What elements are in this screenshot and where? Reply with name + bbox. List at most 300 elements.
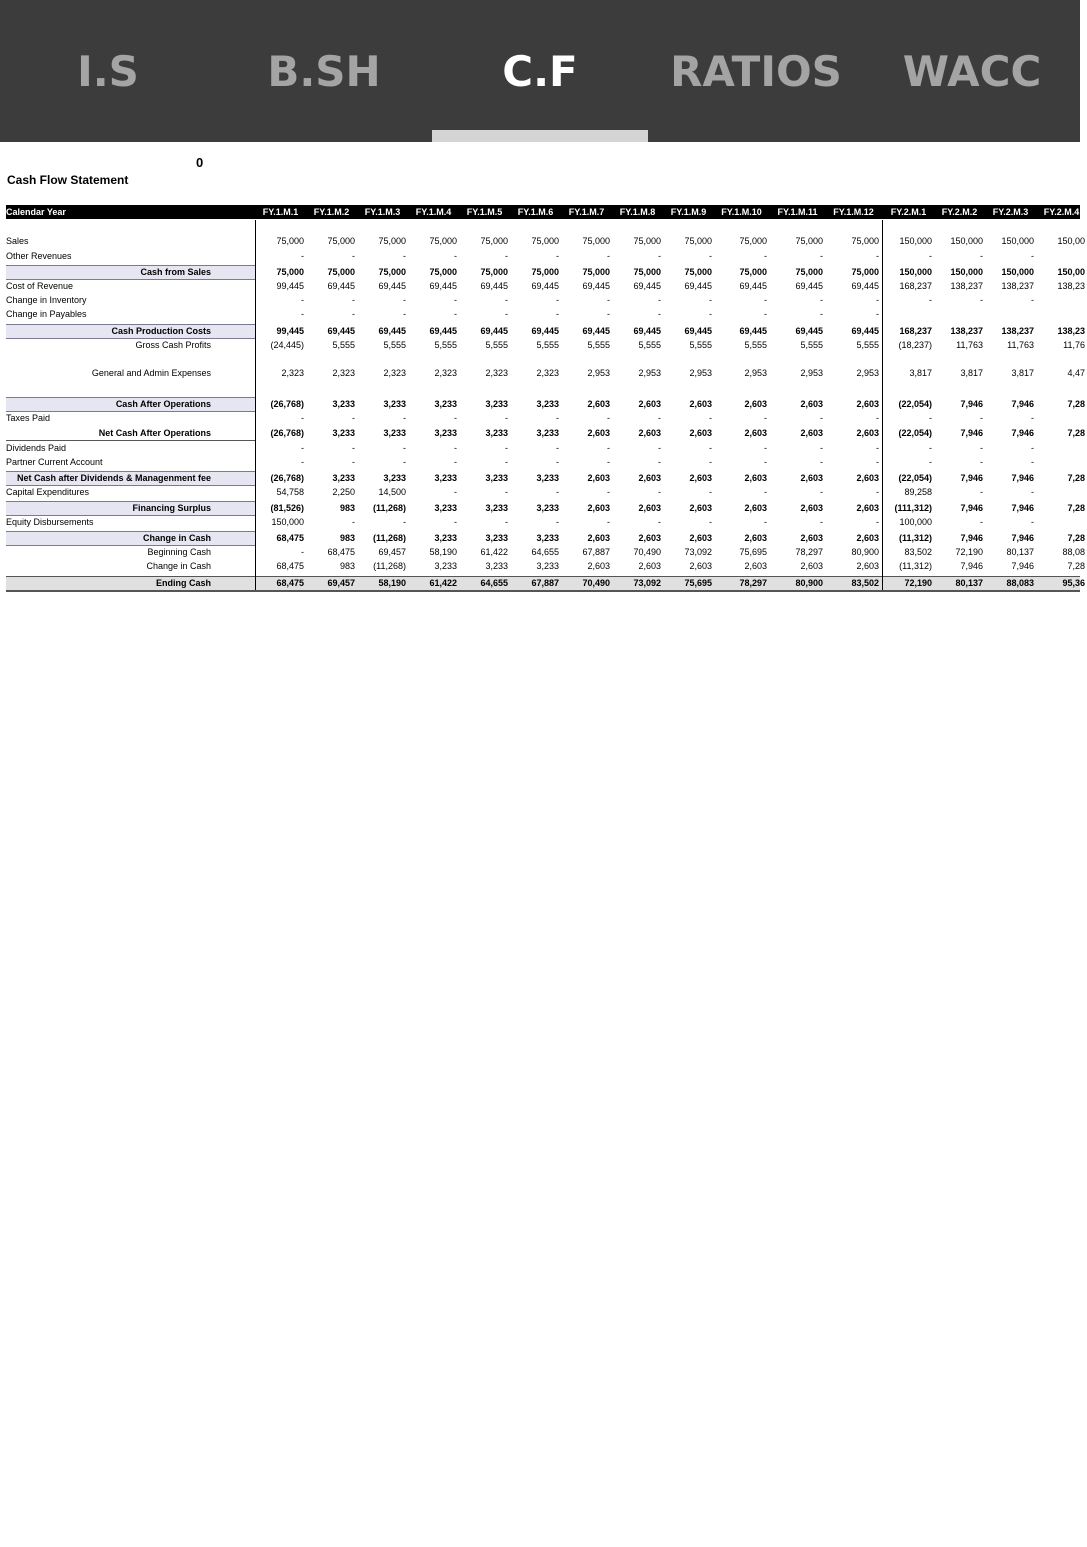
table-cell[interactable]: 150,000 — [899, 236, 932, 246]
table-cell[interactable]: 7,946 — [1011, 503, 1034, 513]
tab-is[interactable]: I.S — [77, 46, 139, 96]
table-cell[interactable]: 150,000 — [899, 267, 932, 277]
table-cell[interactable]: 7,946 — [960, 561, 983, 571]
table-cell[interactable]: 3,233 — [485, 503, 508, 513]
table-cell[interactable]: - — [764, 251, 767, 261]
table-cell[interactable]: - — [403, 517, 406, 527]
table-cell[interactable]: 2,603 — [856, 561, 879, 571]
tab-cash-flow[interactable]: C.F — [432, 0, 648, 142]
table-cell[interactable]: 75,000 — [378, 236, 406, 246]
table-cell[interactable]: 69,445 — [327, 326, 355, 336]
table-cell[interactable]: 80,900 — [795, 578, 823, 588]
table-cell[interactable]: - — [301, 309, 304, 319]
table-cell[interactable]: - — [301, 413, 304, 423]
table-cell[interactable]: 3,233 — [332, 473, 355, 483]
table-cell[interactable]: 78,297 — [739, 578, 767, 588]
table-cell[interactable]: 7,946 — [960, 533, 983, 543]
table-cell[interactable]: - — [764, 517, 767, 527]
table-cell[interactable]: 69,445 — [795, 326, 823, 336]
table-cell[interactable]: - — [709, 295, 712, 305]
table-cell[interactable]: - — [505, 251, 508, 261]
table-cell[interactable]: 3,233 — [332, 428, 355, 438]
table-cell[interactable]: - — [607, 295, 610, 305]
table-cell[interactable]: 69,445 — [684, 281, 712, 291]
table-cell[interactable]: 3,817 — [909, 368, 932, 378]
table-cell[interactable]: 3,233 — [536, 473, 559, 483]
table-cell[interactable]: 69,445 — [378, 281, 406, 291]
table-cell[interactable]: - — [454, 309, 457, 319]
table-cell[interactable]: 80,900 — [851, 547, 879, 557]
table-cell[interactable]: - — [980, 457, 983, 467]
table-cell[interactable]: 2,323 — [434, 368, 457, 378]
table-cell[interactable]: (24,445) — [270, 340, 304, 350]
table-cell[interactable]: - — [658, 309, 661, 319]
table-cell[interactable]: 69,445 — [684, 326, 712, 336]
table-cell[interactable]: - — [764, 413, 767, 423]
table-cell[interactable]: - — [658, 295, 661, 305]
table-cell[interactable]: 2,603 — [587, 399, 610, 409]
table-cell[interactable]: - — [764, 487, 767, 497]
table-cell[interactable]: - — [929, 251, 932, 261]
table-cell[interactable]: 3,233 — [434, 561, 457, 571]
table-cell[interactable]: - — [820, 251, 823, 261]
table-cell[interactable]: - — [352, 309, 355, 319]
table-cell[interactable]: 88,08 — [1062, 547, 1085, 557]
table-cell[interactable]: - — [876, 413, 879, 423]
table-cell[interactable]: 2,603 — [689, 503, 712, 513]
table-cell[interactable]: - — [876, 309, 879, 319]
table-cell[interactable]: 3,233 — [434, 503, 457, 513]
table-cell[interactable]: - — [709, 413, 712, 423]
table-cell[interactable]: 2,953 — [638, 368, 661, 378]
table-cell[interactable]: 168,237 — [899, 281, 932, 291]
table-cell[interactable]: 7,28 — [1067, 561, 1085, 571]
table-cell[interactable]: - — [980, 295, 983, 305]
table-cell[interactable]: 3,233 — [485, 399, 508, 409]
table-cell[interactable]: 69,445 — [795, 281, 823, 291]
table-cell[interactable]: 2,323 — [485, 368, 508, 378]
table-cell[interactable]: (26,768) — [270, 473, 304, 483]
table-cell[interactable]: - — [556, 457, 559, 467]
table-cell[interactable]: 75,000 — [684, 267, 712, 277]
table-cell[interactable]: 69,445 — [327, 281, 355, 291]
table-cell[interactable]: 2,323 — [281, 368, 304, 378]
table-cell[interactable]: 73,092 — [684, 547, 712, 557]
tab-balance-sheet[interactable]: B.SH — [267, 46, 381, 96]
table-cell[interactable]: - — [454, 251, 457, 261]
table-cell[interactable]: 68,475 — [276, 533, 304, 543]
table-cell[interactable]: 75,000 — [633, 267, 661, 277]
table-cell[interactable]: - — [658, 413, 661, 423]
table-cell[interactable]: - — [556, 487, 559, 497]
table-cell[interactable]: 138,23 — [1057, 281, 1085, 291]
table-cell[interactable]: - — [301, 457, 304, 467]
table-cell[interactable]: 69,457 — [378, 547, 406, 557]
table-cell[interactable]: 58,190 — [378, 578, 406, 588]
table-cell[interactable]: 69,445 — [633, 326, 661, 336]
table-cell[interactable]: - — [301, 251, 304, 261]
table-cell[interactable]: 7,28 — [1067, 473, 1085, 483]
table-cell[interactable]: (26,768) — [270, 428, 304, 438]
table-cell[interactable]: (18,237) — [898, 340, 932, 350]
table-cell[interactable]: - — [505, 457, 508, 467]
table-cell[interactable]: 69,445 — [851, 281, 879, 291]
table-cell[interactable]: - — [709, 251, 712, 261]
table-cell[interactable]: 88,083 — [1006, 578, 1034, 588]
table-cell[interactable]: - — [454, 295, 457, 305]
table-cell[interactable]: - — [980, 251, 983, 261]
table-cell[interactable]: 2,603 — [638, 561, 661, 571]
table-cell[interactable]: - — [1031, 517, 1034, 527]
table-cell[interactable]: 7,28 — [1067, 533, 1085, 543]
table-cell[interactable]: 69,445 — [851, 326, 879, 336]
table-cell[interactable]: - — [352, 457, 355, 467]
table-cell[interactable]: 2,603 — [800, 503, 823, 513]
table-cell[interactable]: 3,233 — [536, 399, 559, 409]
table-cell[interactable]: 75,000 — [480, 267, 508, 277]
table-cell[interactable]: (22,054) — [898, 473, 932, 483]
table-cell[interactable]: 150,00 — [1057, 236, 1085, 246]
table-cell[interactable]: - — [556, 413, 559, 423]
table-cell[interactable]: 138,237 — [1001, 326, 1034, 336]
table-cell[interactable]: - — [980, 413, 983, 423]
table-cell[interactable]: 2,603 — [638, 399, 661, 409]
table-cell[interactable]: 69,445 — [582, 281, 610, 291]
table-cell[interactable]: - — [301, 547, 304, 557]
table-cell[interactable]: 7,28 — [1067, 503, 1085, 513]
table-cell[interactable]: 150,000 — [950, 236, 983, 246]
table-cell[interactable]: 3,233 — [485, 473, 508, 483]
table-cell[interactable]: 3,233 — [383, 473, 406, 483]
table-cell[interactable]: 3,233 — [536, 533, 559, 543]
table-cell[interactable]: - — [709, 443, 712, 453]
table-cell[interactable]: 3,233 — [485, 533, 508, 543]
table-cell[interactable]: 7,946 — [1011, 473, 1034, 483]
table-cell[interactable]: 75,000 — [739, 236, 767, 246]
table-cell[interactable]: - — [607, 517, 610, 527]
table-cell[interactable]: 72,190 — [955, 547, 983, 557]
table-cell[interactable]: 69,445 — [429, 326, 457, 336]
table-cell[interactable]: 7,946 — [1011, 533, 1034, 543]
table-cell[interactable]: 70,490 — [582, 578, 610, 588]
table-cell[interactable]: 2,953 — [744, 368, 767, 378]
table-cell[interactable]: 68,475 — [276, 561, 304, 571]
table-cell[interactable]: 2,603 — [638, 473, 661, 483]
table-cell[interactable]: 3,233 — [434, 533, 457, 543]
table-cell[interactable]: 3,233 — [332, 399, 355, 409]
table-cell[interactable]: 138,23 — [1057, 326, 1085, 336]
table-cell[interactable]: - — [301, 295, 304, 305]
table-cell[interactable]: - — [454, 487, 457, 497]
table-cell[interactable]: 2,603 — [689, 533, 712, 543]
table-cell[interactable]: 138,237 — [950, 281, 983, 291]
table-cell[interactable]: - — [505, 309, 508, 319]
table-cell[interactable]: - — [403, 457, 406, 467]
table-cell[interactable]: - — [709, 517, 712, 527]
table-cell[interactable]: 69,445 — [582, 326, 610, 336]
table-cell[interactable]: 2,603 — [744, 399, 767, 409]
table-cell[interactable]: - — [929, 457, 932, 467]
table-cell[interactable]: - — [607, 413, 610, 423]
table-cell[interactable]: - — [403, 443, 406, 453]
table-cell[interactable]: (111,312) — [894, 503, 932, 513]
table-cell[interactable]: 75,000 — [276, 236, 304, 246]
table-cell[interactable]: - — [1031, 487, 1034, 497]
table-cell[interactable]: 5,555 — [856, 340, 879, 350]
table-cell[interactable]: 2,953 — [856, 368, 879, 378]
table-cell[interactable]: 7,946 — [1011, 399, 1034, 409]
table-cell[interactable]: 68,475 — [276, 578, 304, 588]
table-cell[interactable]: 3,233 — [485, 428, 508, 438]
table-cell[interactable]: 69,445 — [429, 281, 457, 291]
table-cell[interactable]: 5,555 — [744, 340, 767, 350]
table-cell[interactable]: 69,445 — [739, 326, 767, 336]
table-cell[interactable]: - — [929, 413, 932, 423]
table-cell[interactable]: - — [352, 443, 355, 453]
table-cell[interactable]: 2,323 — [536, 368, 559, 378]
table-cell[interactable]: 83,502 — [904, 547, 932, 557]
table-cell[interactable]: 2,323 — [383, 368, 406, 378]
table-cell[interactable]: 5,555 — [536, 340, 559, 350]
table-cell[interactable]: (11,312) — [898, 533, 932, 543]
table-cell[interactable]: 54,758 — [276, 487, 304, 497]
table-cell[interactable]: - — [403, 413, 406, 423]
table-cell[interactable]: - — [820, 443, 823, 453]
table-cell[interactable]: 75,000 — [739, 267, 767, 277]
table-cell[interactable]: 150,000 — [271, 517, 304, 527]
table-cell[interactable]: - — [820, 457, 823, 467]
table-cell[interactable]: (22,054) — [898, 399, 932, 409]
table-cell[interactable]: 69,457 — [327, 578, 355, 588]
table-cell[interactable]: 2,603 — [856, 399, 879, 409]
table-cell[interactable]: 2,603 — [800, 428, 823, 438]
table-cell[interactable]: 75,000 — [429, 267, 457, 277]
table-cell[interactable]: 983 — [339, 503, 355, 513]
table-cell[interactable]: 2,603 — [856, 533, 879, 543]
table-cell[interactable]: 69,445 — [531, 281, 559, 291]
table-cell[interactable]: 3,817 — [1011, 368, 1034, 378]
table-cell[interactable]: - — [556, 295, 559, 305]
table-cell[interactable]: 75,000 — [429, 236, 457, 246]
table-cell[interactable]: 78,297 — [795, 547, 823, 557]
table-cell[interactable]: 75,695 — [739, 547, 767, 557]
table-cell[interactable]: - — [876, 487, 879, 497]
table-cell[interactable]: 983 — [339, 533, 355, 543]
table-cell[interactable]: - — [820, 517, 823, 527]
table-cell[interactable]: 138,237 — [1001, 281, 1034, 291]
table-cell[interactable]: - — [607, 487, 610, 497]
table-cell[interactable]: 2,603 — [638, 503, 661, 513]
table-cell[interactable]: - — [658, 457, 661, 467]
table-cell[interactable]: - — [658, 487, 661, 497]
table-cell[interactable]: 3,233 — [434, 399, 457, 409]
table-cell[interactable]: 2,603 — [638, 428, 661, 438]
table-cell[interactable]: 2,250 — [332, 487, 355, 497]
table-cell[interactable]: 11,76 — [1063, 340, 1085, 350]
table-cell[interactable]: - — [505, 295, 508, 305]
table-cell[interactable]: - — [556, 517, 559, 527]
table-cell[interactable]: - — [505, 413, 508, 423]
table-cell[interactable]: - — [980, 487, 983, 497]
table-cell[interactable]: 3,233 — [434, 473, 457, 483]
table-cell[interactable]: 67,887 — [582, 547, 610, 557]
table-cell[interactable]: - — [876, 295, 879, 305]
table-cell[interactable]: 70,490 — [633, 547, 661, 557]
table-cell[interactable]: - — [658, 443, 661, 453]
table-cell[interactable]: 150,000 — [1001, 267, 1034, 277]
table-cell[interactable]: 95,36 — [1062, 578, 1085, 588]
table-cell[interactable]: - — [505, 517, 508, 527]
table-cell[interactable]: - — [556, 309, 559, 319]
table-cell[interactable]: 5,555 — [485, 340, 508, 350]
table-cell[interactable]: 61,422 — [480, 547, 508, 557]
table-cell[interactable]: 983 — [339, 561, 355, 571]
table-cell[interactable]: - — [876, 457, 879, 467]
table-cell[interactable]: 75,000 — [531, 267, 559, 277]
table-cell[interactable]: 75,000 — [633, 236, 661, 246]
table-cell[interactable]: - — [607, 309, 610, 319]
table-cell[interactable]: 67,887 — [531, 578, 559, 588]
table-cell[interactable]: - — [556, 251, 559, 261]
table-cell[interactable]: 2,603 — [744, 561, 767, 571]
table-cell[interactable]: 2,603 — [587, 428, 610, 438]
table-cell[interactable]: 2,953 — [800, 368, 823, 378]
table-cell[interactable]: - — [352, 517, 355, 527]
table-cell[interactable]: 61,422 — [429, 578, 457, 588]
table-cell[interactable]: - — [607, 443, 610, 453]
table-cell[interactable]: 3,233 — [383, 399, 406, 409]
table-cell[interactable]: 69,445 — [480, 281, 508, 291]
table-cell[interactable]: 80,137 — [955, 578, 983, 588]
table-cell[interactable]: 150,00 — [1057, 267, 1085, 277]
table-cell[interactable]: 7,946 — [960, 399, 983, 409]
table-cell[interactable]: 75,000 — [480, 236, 508, 246]
table-cell[interactable]: 75,000 — [327, 267, 355, 277]
table-cell[interactable]: (11,268) — [373, 561, 406, 571]
table-cell[interactable]: 3,233 — [383, 428, 406, 438]
table-cell[interactable]: - — [352, 251, 355, 261]
table-cell[interactable]: - — [709, 309, 712, 319]
table-cell[interactable]: - — [505, 487, 508, 497]
table-cell[interactable]: 168,237 — [899, 326, 932, 336]
table-cell[interactable]: 5,555 — [332, 340, 355, 350]
table-cell[interactable]: 75,000 — [851, 267, 879, 277]
table-cell[interactable]: 99,445 — [276, 326, 304, 336]
table-cell[interactable]: 2,603 — [856, 428, 879, 438]
table-cell[interactable]: - — [454, 443, 457, 453]
table-cell[interactable]: - — [403, 295, 406, 305]
table-cell[interactable]: (11,268) — [372, 533, 406, 543]
table-cell[interactable]: 3,233 — [485, 561, 508, 571]
table-cell[interactable]: 75,000 — [327, 236, 355, 246]
table-cell[interactable]: 7,28 — [1067, 428, 1085, 438]
table-cell[interactable]: 5,555 — [434, 340, 457, 350]
table-cell[interactable]: (11,312) — [899, 561, 932, 571]
table-cell[interactable]: 3,233 — [536, 428, 559, 438]
table-cell[interactable]: (11,268) — [372, 503, 406, 513]
table-cell[interactable]: - — [607, 251, 610, 261]
table-cell[interactable]: - — [820, 295, 823, 305]
table-cell[interactable]: 3,817 — [960, 368, 983, 378]
table-cell[interactable]: 75,000 — [276, 267, 304, 277]
table-cell[interactable]: 69,445 — [531, 326, 559, 336]
table-cell[interactable]: 5,555 — [383, 340, 406, 350]
table-cell[interactable]: - — [820, 413, 823, 423]
table-cell[interactable]: 2,603 — [689, 561, 712, 571]
table-cell[interactable]: - — [1031, 443, 1034, 453]
table-cell[interactable]: 75,000 — [795, 236, 823, 246]
table-cell[interactable]: 75,695 — [684, 578, 712, 588]
table-cell[interactable]: 2,603 — [744, 533, 767, 543]
table-cell[interactable]: 75,000 — [531, 236, 559, 246]
table-cell[interactable]: - — [352, 413, 355, 423]
table-cell[interactable]: 2,603 — [800, 473, 823, 483]
table-cell[interactable]: - — [454, 517, 457, 527]
table-cell[interactable]: 2,603 — [587, 533, 610, 543]
table-cell[interactable]: 64,655 — [480, 578, 508, 588]
table-cell[interactable]: 2,603 — [587, 473, 610, 483]
table-cell[interactable]: 2,603 — [800, 561, 823, 571]
table-cell[interactable]: 2,603 — [689, 399, 712, 409]
table-cell[interactable]: 73,092 — [633, 578, 661, 588]
table-cell[interactable]: 75,000 — [582, 267, 610, 277]
table-cell[interactable]: 2,603 — [800, 399, 823, 409]
table-cell[interactable]: - — [929, 443, 932, 453]
table-cell[interactable]: 11,763 — [956, 340, 983, 350]
table-cell[interactable]: - — [658, 517, 661, 527]
table-cell[interactable]: - — [876, 251, 879, 261]
table-cell[interactable]: 2,323 — [332, 368, 355, 378]
table-cell[interactable]: - — [556, 443, 559, 453]
table-cell[interactable]: 89,258 — [904, 487, 932, 497]
table-cell[interactable]: 7,946 — [1011, 561, 1034, 571]
table-cell[interactable]: 2,603 — [744, 503, 767, 513]
table-cell[interactable]: 2,603 — [744, 428, 767, 438]
table-cell[interactable]: - — [658, 251, 661, 261]
table-cell[interactable]: - — [764, 309, 767, 319]
table-cell[interactable]: 2,953 — [689, 368, 712, 378]
table-cell[interactable]: 68,475 — [327, 547, 355, 557]
table-cell[interactable]: - — [929, 295, 932, 305]
table-cell[interactable]: - — [301, 443, 304, 453]
table-cell[interactable]: - — [403, 309, 406, 319]
table-cell[interactable]: 2,603 — [638, 533, 661, 543]
table-cell[interactable]: 69,445 — [480, 326, 508, 336]
table-cell[interactable]: 69,445 — [739, 281, 767, 291]
table-cell[interactable]: 7,28 — [1067, 399, 1085, 409]
table-cell[interactable]: - — [980, 517, 983, 527]
table-cell[interactable]: - — [505, 443, 508, 453]
table-cell[interactable]: - — [764, 295, 767, 305]
table-cell[interactable]: 7,946 — [960, 428, 983, 438]
table-cell[interactable]: 5,555 — [587, 340, 610, 350]
table-cell[interactable]: 2,953 — [587, 368, 610, 378]
table-cell[interactable]: 4,47 — [1067, 368, 1085, 378]
table-cell[interactable]: 138,237 — [950, 326, 983, 336]
table-cell[interactable]: 80,137 — [1006, 547, 1034, 557]
table-cell[interactable]: 14,500 — [378, 487, 406, 497]
table-cell[interactable]: - — [876, 517, 879, 527]
table-cell[interactable]: 58,190 — [429, 547, 457, 557]
table-cell[interactable]: 5,555 — [689, 340, 712, 350]
table-cell[interactable]: - — [709, 457, 712, 467]
table-cell[interactable]: - — [764, 443, 767, 453]
table-cell[interactable]: 11,763 — [1007, 340, 1034, 350]
tab-ratios[interactable]: RATIOS — [670, 46, 842, 96]
table-cell[interactable]: - — [820, 309, 823, 319]
table-cell[interactable]: 83,502 — [851, 578, 879, 588]
table-cell[interactable]: 99,445 — [276, 281, 304, 291]
